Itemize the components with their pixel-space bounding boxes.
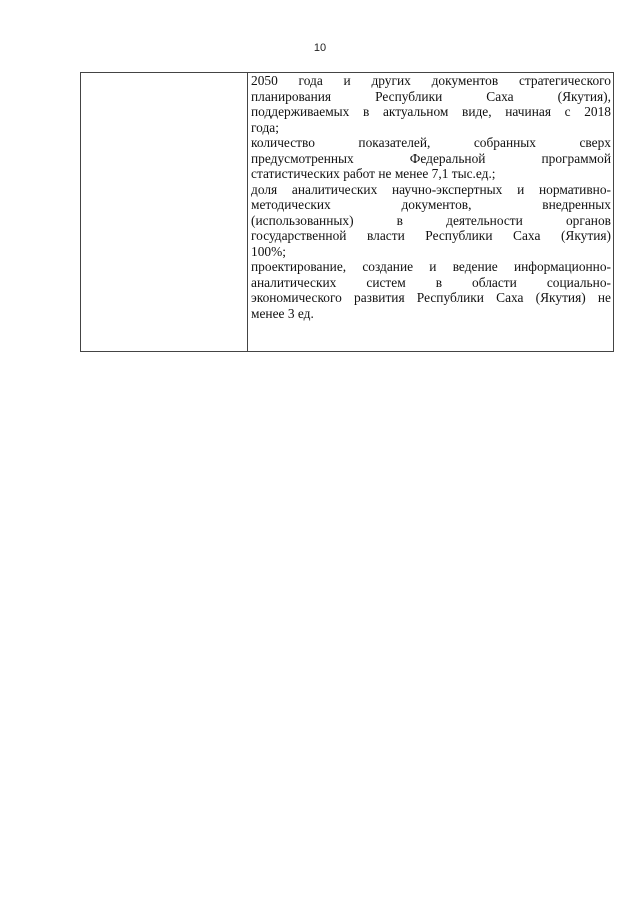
text-line: статистических работ не менее 7,1 тыс.ед.; — [251, 166, 496, 181]
text-line: экономического развития Республики Саха (Якутия) не — [251, 290, 611, 305]
text-line: предусмотренных Федеральной программой — [251, 150, 611, 166]
text-line: доля аналитических научно-экспертных и нормативно- — [251, 181, 611, 197]
text-line: менее 3 ед. — [251, 305, 314, 321]
table-cell-right — [248, 73, 613, 351]
text-line: 2050 года и других документов стратегического — [251, 73, 611, 88]
page-number: 10 — [313, 42, 327, 54]
text-line: методических документов, внедренных — [251, 197, 611, 212]
text-line: проектирование, создание и ведение информационно- — [251, 259, 611, 274]
text-line: 100%; — [251, 243, 286, 259]
table-cell-left — [81, 73, 248, 351]
text-line: поддерживаемых в актуальном виде, начиная с 2018 — [251, 104, 611, 119]
text-line: государственной власти Республики Саха (Якутия) — [251, 228, 611, 243]
document-table — [80, 72, 614, 352]
text-line: планирования Республики Саха (Якутия), — [251, 88, 611, 104]
text-line: аналитических систем в области социально- — [251, 274, 611, 290]
text-line: (использованных) в деятельности органов — [251, 212, 611, 228]
text-line: года; — [251, 119, 279, 135]
text-line: количество показателей, собранных сверх — [251, 135, 611, 150]
